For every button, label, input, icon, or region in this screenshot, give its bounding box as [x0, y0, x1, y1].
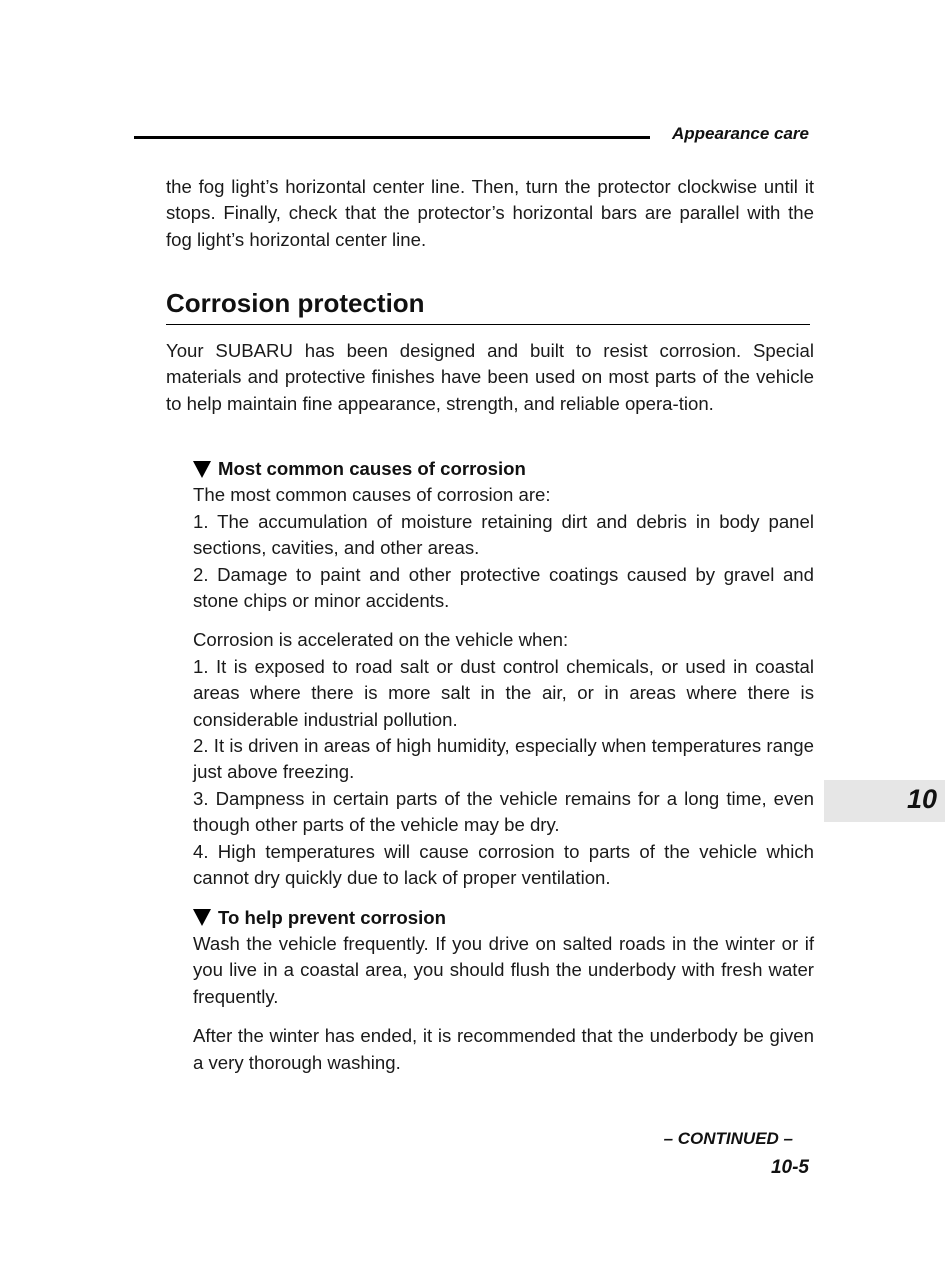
list-item: 1. The accumulation of moisture retaining dirt and debris in body panel sections, cavities, and other areas.	[193, 510, 814, 559]
list-item: 2. Damage to paint and other protective coatings caused by gravel and stone chips or minor accidents.	[193, 563, 814, 612]
section-title: Corrosion protection	[166, 286, 810, 325]
prevent-paragraph: Wash the vehicle frequently. If you drive on salted roads in the winter or if you live in a coastal area, you should flush the underbody with fresh water frequently.	[193, 932, 814, 1007]
list-item: 1. It is exposed to road salt or dust control chemicals, or used in coastal areas where there is more salt in the air, or in areas where there is considerable industrial pollution.	[193, 655, 814, 730]
causes-block	[193, 456, 814, 1076]
list-item: 3. Dampness in certain parts of the vehicle remains for a long time, even though other parts of the vehicle may be dry.	[193, 787, 814, 836]
chapter-tab	[824, 780, 945, 822]
prevent-paragraph: After the winter has ended, it is recommended that the underbody be given a very thorough washing.	[193, 1025, 814, 1073]
accelerated-lead: Corrosion is accelerated on the vehicle when:	[193, 629, 569, 651]
list-item: 4. High temperatures will cause corrosion to parts of the vehicle which cannot dry quickly due to lack of proper ventilation.	[193, 840, 814, 889]
section-intro-paragraph: Your SUBARU has been designed and built to resist corrosion. Special materials and protective finishes have been used on most parts of the vehicle to help maintain fine appearance, strength, and reliable opera-tion.	[166, 340, 814, 414]
page-number: 10-5	[770, 1157, 809, 1178]
prevent-heading-text: To help prevent corrosion	[218, 906, 446, 928]
prevent-heading	[193, 905, 814, 931]
triangle-down-icon	[193, 909, 211, 926]
running-header: Appearance care	[671, 124, 809, 143]
header-rule	[134, 136, 650, 139]
list-item: 2. It is driven in areas of high humidity, especially when temperatures range just above freezing.	[193, 735, 814, 783]
continued-label: – CONTINUED –	[663, 1129, 793, 1148]
causes-heading-text: Most common causes of corrosion	[218, 458, 526, 479]
causes-lead: The most common causes of corrosion are:	[193, 484, 551, 506]
triangle-down-icon	[193, 461, 211, 478]
causes-heading	[193, 456, 814, 482]
chapter-number: 10	[906, 784, 937, 814]
intro-paragraph: the fog light’s horizontal center line. Then, turn the protector clockwise until it stops. Finally, check that the protector’s horizontal bars are parallel with the fog light’s horizontal center line.	[166, 176, 814, 250]
